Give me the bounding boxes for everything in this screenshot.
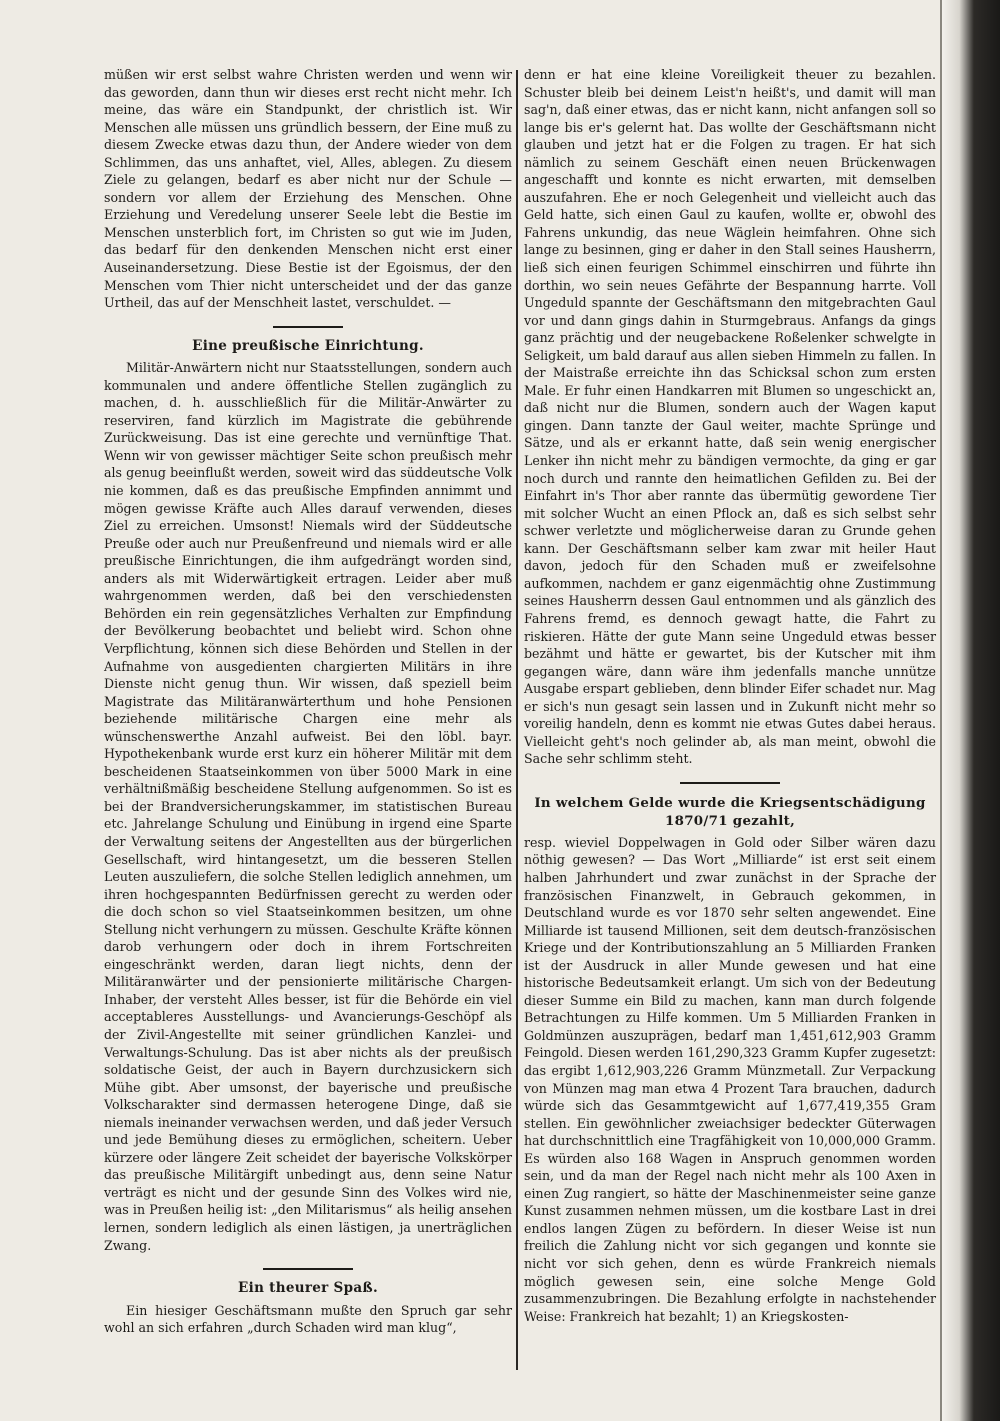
left-paragraph-2: Militär-Anwärtern nicht nur Staatsstellungen, sondern auch kommunalen und andere öffentliche Stellen zugänglich zu machen, d. h. ausschließlich für die Militär-Anwärter zu reserviren, fand kürzlich im Magistrate die gebührende Zurückweisung. Das ist eine gerechte und vernünftige That. Wenn wir von gewisser mächtiger Seite schon preußisch mehr als genug beeinflußt werden, soweit wird das süddeutsche Volk nie kommen, daß es das preußische Empfinden annimmt und mögen gewisse Kräfte auch Alles darauf verwenden, dieses Ziel zu erreichen. Umsonst! Niemals wird der Süddeutsche Preuße oder auch nur Preußenfreund und niemals wird er alle preußische Einrichtungen, die ihm aufgedrängt worden sind, anders als mit Widerwärtigkeit ertragen. Leider aber muß wahrgenommen werden, daß bei den verschiedensten Behörden ein rein gegensätzliches Verhalten zur Empfindung der Bevölkerung beobachtet und beliebt wird. Schon ohne Verpflichtung, können sich diese Behörden und Stellen in der Aufnahme von ausgedienten chargierten Militärs in ihre Dienste nicht genug thun. Wir wissen, daß speziell beim Magistrate das Militäranwärterthum und hohe Pensionen beziehende militärische Chargen eine mehr als wünschenswerthe Anzahl aufweist. Bei den löbl. bayr. Hypothekenbank wurde erst kurz ein höherer Militär mit dem bescheidenen Staatseinkommen von über 5000 Mark in eine verhältnißmäßig bescheidene Stellung aufgenommen. So ist es bei der Brandversicherungskammer, im statistischen Bureau etc. Jahrelange Schulung und Einübung in irgend eine Sparte der Verwaltung seitens der Angestellten aus der bürgerlichen Gesellschaft, wird hintangesetzt, um die besseren Stellen Leuten auszuliefern, die solche Stellen lediglich annehmen, um ihren hochgespannten Bedürfnissen gerecht zu werden oder die doch schon so viel Staatseinkommen besitzen, um ohne Stellung nicht verhungern zu müssen. Geschulte Kräfte können darob verhungern oder doch in ihrem Fortschreiten eingeschränkt werden, daran liegt nichts, denn der Militäranwärter und der pensionierte militärische Chargen-Inhaber, der versteht Alles besser, ist für die Behörde ein viel acceptableres Ausstellungs- und Avancierungs-Geschöpf als der Zivil-Angestellte mit seiner gründlichen Kanzlei- und Verwaltungs-Schulung. Das ist aber nichts als der preußisch soldatische Geist, der auch in Bayern durchzusickern sich Mühe gibt. Aber umsonst, der bayerische und preußische Volkscharakter sind dermassen heterogene Dinge, daß sie niemals ineinander verwachsen werden, und daß jeder Versuch und jede Bemühung dieses zu ermöglichen, scheitern. Ueber kürzere oder längere Zeit scheidet der bayerische Volkskörper das preußische Militärgift unbedingt aus, denn seine Natur verträgt es nicht und der gesunde Sinn des Volkes wird nie, was in Preußen heilig ist: „den Militarismus“ als heilig ansehen lernen, sondern lediglich als einen lästigen, ja unerträglichen Zwang. — [104, 360, 512, 1253]
right-paragraph-1: denn er hat eine kleine Voreiligkeit theuer zu bezahlen. Schuster bleib bei deinem Leist'n heißt's, und damit will man sag'n, daß einer etwas, das er nicht kann, nicht anfangen soll so lange bis er's gelernt hat. Das wollte der Geschäftsmann nicht glauben und jetzt hat er die Folgen zu tragen. Er hat sich nämlich zu seinem Geschäft einen neuen Brückenwagen angeschafft und konnte es nicht erwarten, mit demselben auszufahren. Ehe er noch Gelegenheit und vielleicht auch das Geld hatte, sich einen Gaul zu kaufen, wollte er, obwohl des Fahrens unkundig, das neue Wäglein heimfahren. Ohne sich lange zu besinnen, ging er daher in den Stall seines Hausherrn, ließ sich einen feurigen Schimmel einschirren und führte ihn dorthin, wo sein neues Gefährte der Bespannung harrte. Voll Ungeduld spannte der Geschäftsmann den mitgebrachten Gaul vor und dann gings dahin in Sturmgebraus. Anfangs da gings ganz prächtig und der neugebackene Roßelenker schwelgte in Seligkeit, um bald darauf aus allen sieben Himmeln zu fallen. In der Maistraße erreichte ihn das Schicksal schon zum ersten Male. Er fuhr einen Handkarren mit Blumen so ungeschickt an, daß nicht nur die Blumen, sondern auch der Wagen kaput gingen. Dann tanzte der Gaul weiter, machte Sprünge und Sätze, und als er erkannt hatte, daß sein wenig energischer Lenker ihn nicht mehr zu bändigen vermochte, da ging er gar noch durch und rannte den heimatlichen Gefilden zu. Bei der Einfahrt in's Thor aber rannte das übermütig gewordene Tier mit solcher Wucht an einen Pflock an, daß es sich selbst sehr schwer verletzte und möglicherweise daran zu Grunde gehen kann. Der Geschäftsmann selber kam zwar mit heiler Haut davon, jedoch für den Schaden muß er zweifelsohne aufkommen, nachdem er ganz eigenmächtig ohne Zustimmung seines Hausherrn dessen Gaul entnommen und als gänzlich des Fahrens fremd, es dennoch gewagt hatte, die Fahrt zu riskieren. Hätte der gute Mann seine Ungeduld etwas besser bezähmt und hätte er gewartet, bis der Kutscher mit ihm gegangen wäre, dann wäre ihm jedenfalls manche unnütze Ausgabe erspart geblieben, denn blinder Eifer schadet nur. Mag er sich's nun gesagt sein lassen und in Zukunft nicht mehr so voreilig handeln, denn es kommt nie etwas Gutes dabei heraus. Vielleicht geht's noch gelinder ab, als man meint, obwohl die Sache sehr schlimm steht. — [524, 67, 936, 767]
left-paragraph-3: Ein hiesiger Geschäftsmann mußte den Spruch gar sehr wohl an sich erfahren „durch Schaden wird man klug“, — [104, 1302, 512, 1336]
page-binding-edge — [942, 0, 1000, 1421]
left-column — [104, 66, 512, 1337]
right-column — [524, 66, 936, 1325]
column-divider — [516, 70, 518, 1370]
article-heading-kriegsentschaedigung: In welchem Gelde wurde die Kriegsentschädigung 1870/71 gezahlt, — [534, 794, 926, 829]
left-paragraph-1: müßen wir erst selbst wahre Christen werden und wenn wir das geworden, dann thun wir dieses erst recht nicht mehr. Ich meine, das wäre ein Standpunkt, der christlich ist. Wir Menschen alle müssen uns gründlich bessern, der Eine muß zu diesem Zwecke etwas dazu thun, der Andere wieder von dem Schlimmen, das uns anhaftet, viel, Alles, ablegen. Zu diesem Ziele zu gelangen, bedarf es aber nicht nur der Schule — sondern vor allem der Erziehung des Menschen. Ohne Erziehung und Veredelung unserer Seele lebt die Bestie im Menschen unsterblich fort, im Christen so gut wie im Juden, das bedarf für den denkenden Menschen nicht erst einer Auseinandersetzung. Diese Bestie ist der Egoismus, der den Menschen vom Thier nicht unterscheidet und der das ganze Urtheil, das auf der Menschheit lastet, verschuldet. — — [104, 67, 512, 311]
article-heading-theurer-spass: Ein theurer Spaß. — [238, 1280, 378, 1297]
right-paragraph-2: resp. wieviel Doppelwagen in Gold oder Silber wären dazu nöthig gewesen? — Das Wort „Milliarde“ ist erst seit einem halben Jahrhundert und zwar zunächst in der Sprache der französischen Finanzwelt, in Gebrauch gekommen, in Deutschland wurde es vor 1870 sehr selten angewendet. Eine Milliarde ist tausend Millionen, seit dem deutsch-französischen Kriege und der Kontributionszahlung an 5 Milliarden Franken ist der Ausdruck in aller Munde gewesen und hat eine historische Bedeutsamkeit erlangt. Um sich von der Bedeutung dieser Summe ein Bild zu machen, kann man durch folgende Betrachtungen zu Hilfe kommen. Um 5 Milliarden Franken in Goldmünzen auszuprägen, bedarf man 1,451,612,903 Gramm Feingold. Diesen werden 161,290,323 Gramm Kupfer zugesetzt: das ergibt 1,612,903,226 Gramm Münzmetall. Zur Verpackung von Münzen mag man etwa 4 Prozent Tara brauchen, dadurch würde sich das Gesammtgewicht auf 1,677,419,355 Gram stellen. Ein gewöhnlicher zweiachsiger bedeckter Güterwagen hat durchschnittlich eine Tragfähigkeit von 10,000,000 Gramm. Es würden also 168 Wagen in Anspruch genommen worden sein, und da man der Regel nach nicht mehr als 100 Axen in einen Zug rangiert, so hätte der Maschinenmeister seine ganze Kunst zusammen nehmen müssen, um die kostbare Last in drei endlos langen Zügen zu befördern. In dieser Weise ist nun freilich die Zahlung nicht vor sich gegangen und konnte sie nicht vor sich gehen, denn es würde Frankreich niemals möglich gewesen sein, eine solche Menge Gold zusammenzubringen. Die Bezahlung erfolgte in nachstehender Weise: Frankreich hat bezahlt; 1) an Kriegskosten- — [524, 834, 936, 1324]
section-rule — [680, 782, 780, 784]
section-rule — [263, 1268, 353, 1270]
article-heading-preussische-einrichtung: Eine preußische Einrichtung. — [192, 337, 424, 354]
section-rule — [273, 326, 343, 328]
